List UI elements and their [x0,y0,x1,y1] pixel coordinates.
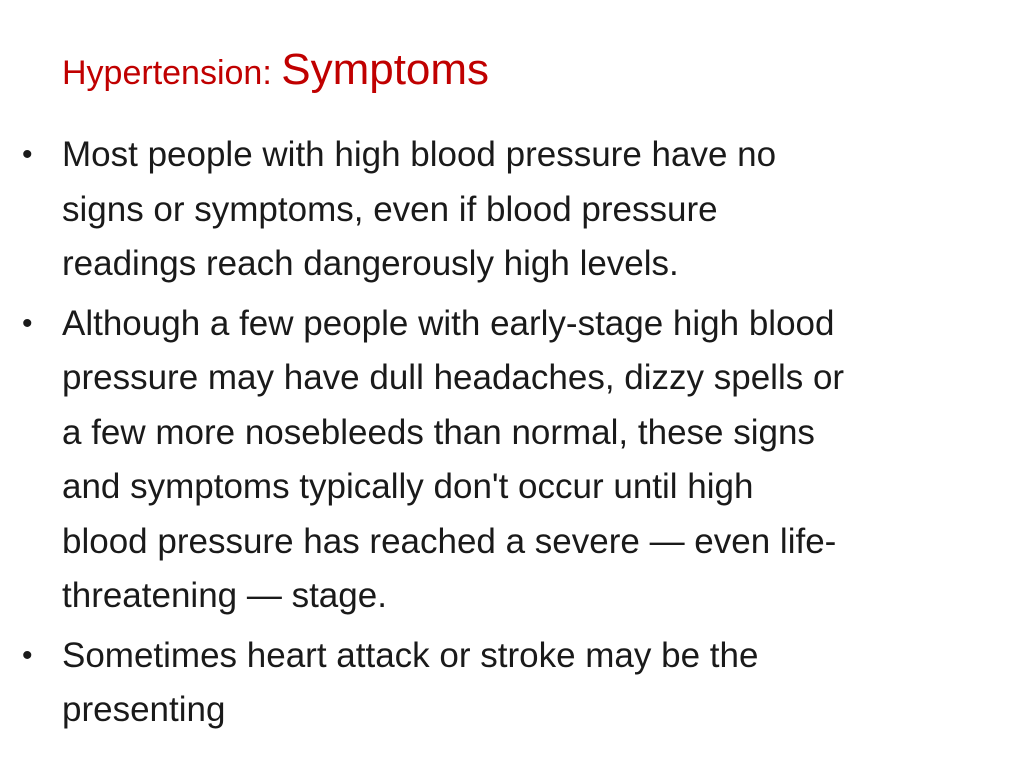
bullet-line: Sometimes heart attack or stroke may be the [62,635,759,675]
bullet-line: readings reach dangerously high levels. [62,244,679,283]
bullet-line: blood pressure has reached a severe — even life- [62,521,837,561]
title-main: Symptoms [281,45,490,94]
bullet-item [22,297,1002,624]
title-prefix: Hypertension: [62,54,282,92]
bullet-line: signs or symptoms, even if blood pressure [62,189,718,229]
bullet-line: presenting [62,690,226,729]
bullet-marker: • [22,306,33,340]
bullet-line: pressure may have dull headaches, dizzy spells or [62,358,845,397]
bullet-item [22,128,1002,292]
slide-title [62,45,490,94]
bullet-line: and symptoms typically don't occur until high [62,467,754,506]
bullet-line: a few more nosebleeds than normal, these signs [62,412,815,452]
bullet-line: Although a few people with early-stage high blood [62,303,835,343]
bullet-marker: • [22,138,33,171]
bullet-list [22,128,1002,743]
bullet-line: Most people with high blood pressure have no [62,135,777,174]
bullet-item [22,629,1002,738]
bullet-line: threatening — stage. [62,576,387,615]
bullet-marker: • [22,638,33,672]
